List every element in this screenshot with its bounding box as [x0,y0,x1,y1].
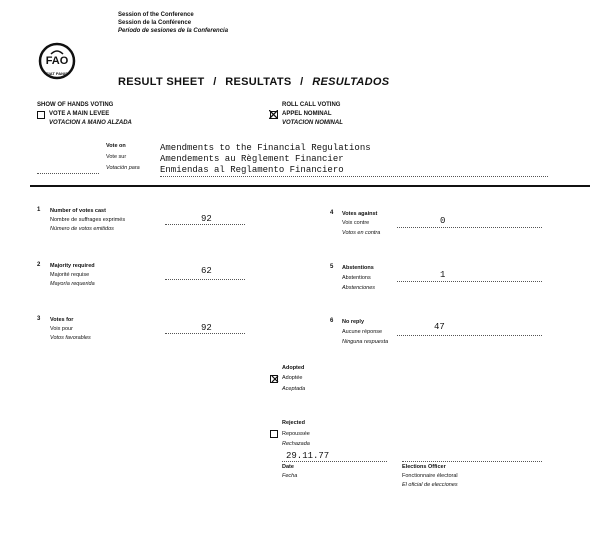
item-2-number: 2 [37,262,41,268]
show-of-hands-fr: VOTE A MAIN LEVEE [49,111,110,117]
item-4-value: 0 [440,216,446,226]
section-divider [30,185,590,187]
vote-on-label-fr: Vote sur [106,154,127,160]
vote-on-leader [37,173,99,174]
item-1-label-en: Number of votes cast [50,208,106,214]
roll-call-es: VOTACION NOMINAL [282,120,343,126]
item-1-line [165,224,245,225]
item-2-label-fr: Majorité requise [50,272,90,278]
roll-call-fr: APPEL NOMINAL [282,111,332,117]
item-6-value: 47 [434,322,445,332]
officer-es: El oficial de elecciones [402,482,458,488]
item-6-label-fr: Aucune réponse [342,329,383,335]
session-en: Session of the Conference [118,12,194,18]
item-4-number: 4 [330,210,334,216]
item-6-number: 6 [330,318,334,324]
show-of-hands-checkbox[interactable] [37,111,45,119]
item-3-label-es: Votos favorables [50,335,91,341]
item-5-label-es: Abstenciones [342,285,376,291]
item-6-line [397,335,542,336]
item-2-line [165,279,245,280]
rejected-checkbox[interactable] [270,430,278,438]
vote-on-text-es: Enmiendas al Reglamento Financiero [160,165,344,175]
session-fr: Session de la Conférence [118,20,192,26]
check-x-icon [269,110,278,119]
rejected-es: Rechazada [282,441,310,447]
item-1-number: 1 [37,207,41,213]
item-3-value: 92 [201,323,212,333]
vote-on-text-en: Amendments to the Financial Regulations [160,143,371,153]
item-4-line [397,227,542,228]
item-6-label-en: No reply [342,319,365,325]
item-5-label-fr: Abstentions [342,275,371,281]
officer-fr: Fonctionnaire électoral [402,473,458,479]
item-2-label-en: Majority required [50,263,95,269]
title-en: RESULT SHEET [118,76,205,88]
title-sep-1: / [213,76,217,88]
check-x-icon [271,375,279,383]
item-2-value: 62 [201,266,212,276]
adopted-checkbox[interactable] [270,375,278,383]
fao-letters: FAO [45,55,69,67]
item-5-number: 5 [330,264,334,270]
item-1-value: 92 [201,214,212,224]
date-value: 29.11.77 [286,451,330,461]
rejected-fr: Repoussée [282,431,310,437]
item-3-label-fr: Voix pour [50,326,73,332]
roll-call-checkbox[interactable] [270,111,278,119]
date-line [282,461,387,462]
rejected-en: Rejected [282,420,305,426]
title-fr: RESULTATS [225,76,292,88]
vote-on-text-fr: Amendements au Règlement Financier [160,154,344,164]
item-6-label-es: Ninguna respuesta [342,339,389,345]
item-3-number: 3 [37,316,41,322]
item-5-line [397,281,542,282]
officer-signature-line [402,461,542,462]
date-en: Date [282,464,294,470]
title-sep-2: / [300,76,304,88]
item-1-label-es: Número de votos emitidos [50,226,114,232]
item-5-value: 1 [440,270,446,280]
vote-on-label-en: Vote on [106,143,126,149]
vote-on-label-es: Votación para [106,165,140,171]
roll-call-en: ROLL CALL VOTING [282,102,341,108]
date-es: Fecha [282,473,298,479]
officer-en: Elections Officer [402,464,446,470]
vote-on-line [160,176,548,177]
show-of-hands-es: VOTACION A MANO ALZADA [49,120,132,126]
item-3-line [165,333,245,334]
title-row [118,76,389,88]
adopted-es: Aceptada [282,386,306,392]
item-3-label-en: Votes for [50,317,74,323]
item-4-label-en: Votes against [342,211,378,217]
item-4-label-fr: Voix contre [342,220,370,226]
item-1-label-fr: Nombre de suffrages exprimés [50,217,126,223]
adopted-fr: Adoptée [282,375,303,381]
fao-logo [38,42,76,80]
logo-motto: FIAT PANIS [46,71,68,76]
adopted-en: Adopted [282,365,305,371]
title-es: RESULTADOS [312,76,390,88]
session-es: Período de sesiones de la Conferencia [118,28,229,34]
item-2-label-es: Mayoría requerida [50,281,95,287]
item-4-label-es: Votos en contra [342,230,381,236]
show-of-hands-en: SHOW OF HANDS VOTING [37,102,114,108]
item-5-label-en: Abstentions [342,265,374,271]
